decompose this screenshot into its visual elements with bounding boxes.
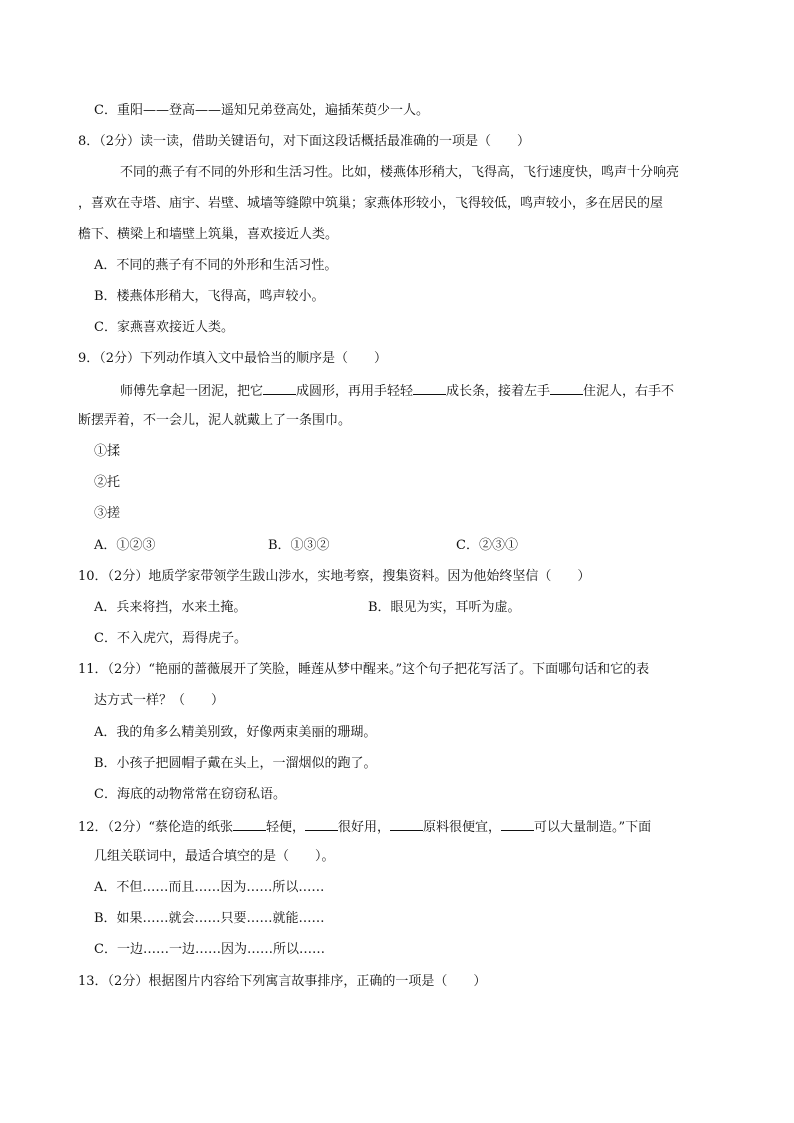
q8-stem: 8．（2分）读一读，借助关键语句，对下面这段话概括最准确的一项是（ ） xyxy=(78,134,531,149)
q8-passage-line-3: 檐下、横梁上和墙壁上筑巢，喜欢接近人类。 xyxy=(78,227,339,242)
q11-option-a[interactable]: A．我的角多么精美别致，好像两束美丽的珊瑚。 xyxy=(94,725,377,740)
q9-passage-line-1: 师傅先拿起一团泥，把它 成圆形，再用手轻轻 成长条，接着左手 住泥人，右手不 xyxy=(120,381,674,401)
q12-option-c[interactable]: C．一边……一边……因为……所以…… xyxy=(94,942,325,957)
q12-stem-line-2: 几组关联词中，最适合填空的是（ ）。 xyxy=(94,849,335,864)
q9-option-c[interactable]: C．②③① xyxy=(456,538,518,553)
q9-item-1: ①揉 xyxy=(94,444,121,459)
q12-option-b[interactable]: B．如果……就会……只要……就能…… xyxy=(94,911,325,926)
q12-blank-4 xyxy=(501,817,534,831)
q10-stem: 10．（2分）地质学家带领学生跋山涉水，实地考察，搜集资料。因为他始终坚信（ ） xyxy=(78,569,591,584)
q12-blank-2 xyxy=(305,817,338,831)
q8-passage-line-1: 不同的燕子有不同的外形和生活习性。比如，楼燕体形稍大，飞得高，飞行速度快，鸣声十分响亮 xyxy=(120,165,680,180)
q10-option-b[interactable]: B．眼见为实，耳听为虚。 xyxy=(368,600,521,615)
q11-stem-line-1: 11．（2分）“艳丽的蔷薇展开了笑脸，睡莲从梦中醒来。”这个句子把花写活了。下面哪句话和它的表 xyxy=(78,662,650,677)
q12-option-a[interactable]: A．不但……而且……因为……所以…… xyxy=(94,880,325,895)
q9-item-2: ②托 xyxy=(94,475,121,490)
q9-passage-line-2: 断摆弄着，不一会儿，泥人就戴上了一条围巾。 xyxy=(78,413,352,428)
q7-option-c: C．重阳——登高——遥知兄弟登高处，遍插茱萸少一人。 xyxy=(94,103,429,118)
q8-option-a[interactable]: A．不同的燕子有不同的外形和生活习性。 xyxy=(94,258,338,273)
q9-blank-2 xyxy=(413,381,446,395)
q12-blank-1 xyxy=(233,817,266,831)
q9-blank-1 xyxy=(263,381,296,395)
q9-blank-3 xyxy=(550,381,583,395)
q8-option-b[interactable]: B．楼燕体形稍大，飞得高，鸣声较小。 xyxy=(94,289,325,304)
q9-item-3: ③搓 xyxy=(94,506,121,521)
q8-option-c[interactable]: C．家燕喜欢接近人类。 xyxy=(94,320,234,335)
q10-option-a[interactable]: A．兵来将挡，水来土掩。 xyxy=(94,600,247,615)
q8-passage-line-2: ，喜欢在寺塔、庙宇、岩壁、城墙等缝隙中筑巢；家燕体形较小，飞得较低，鸣声较小，多在居民的屋 xyxy=(78,196,664,211)
q10-option-c[interactable]: C．不入虎穴，焉得虎子。 xyxy=(94,631,247,646)
q9-stem: 9．（2分）下列动作填入文中最恰当的顺序是（ ） xyxy=(78,351,388,366)
q13-stem: 13．（2分）根据图片内容给下列寓言故事排序，正确的一项是（ ） xyxy=(78,974,487,989)
q9-option-b[interactable]: B．①③② xyxy=(268,538,330,553)
q11-stem-line-2: 达方式一样？（ ） xyxy=(94,693,225,708)
q11-option-c[interactable]: C．海底的动物常常在窃窃私语。 xyxy=(94,787,286,802)
q9-option-a[interactable]: A．①②③ xyxy=(94,538,156,553)
q12-blank-3 xyxy=(390,817,423,831)
q12-stem-line-1: 12．（2分）“蔡伦造的纸张 轻便， 很好用， 原料很便宜， 可以大量制造。”下面 xyxy=(78,817,651,837)
q11-option-b[interactable]: B．小孩子把圆帽子戴在头上，一溜烟似的跑了。 xyxy=(94,756,377,771)
